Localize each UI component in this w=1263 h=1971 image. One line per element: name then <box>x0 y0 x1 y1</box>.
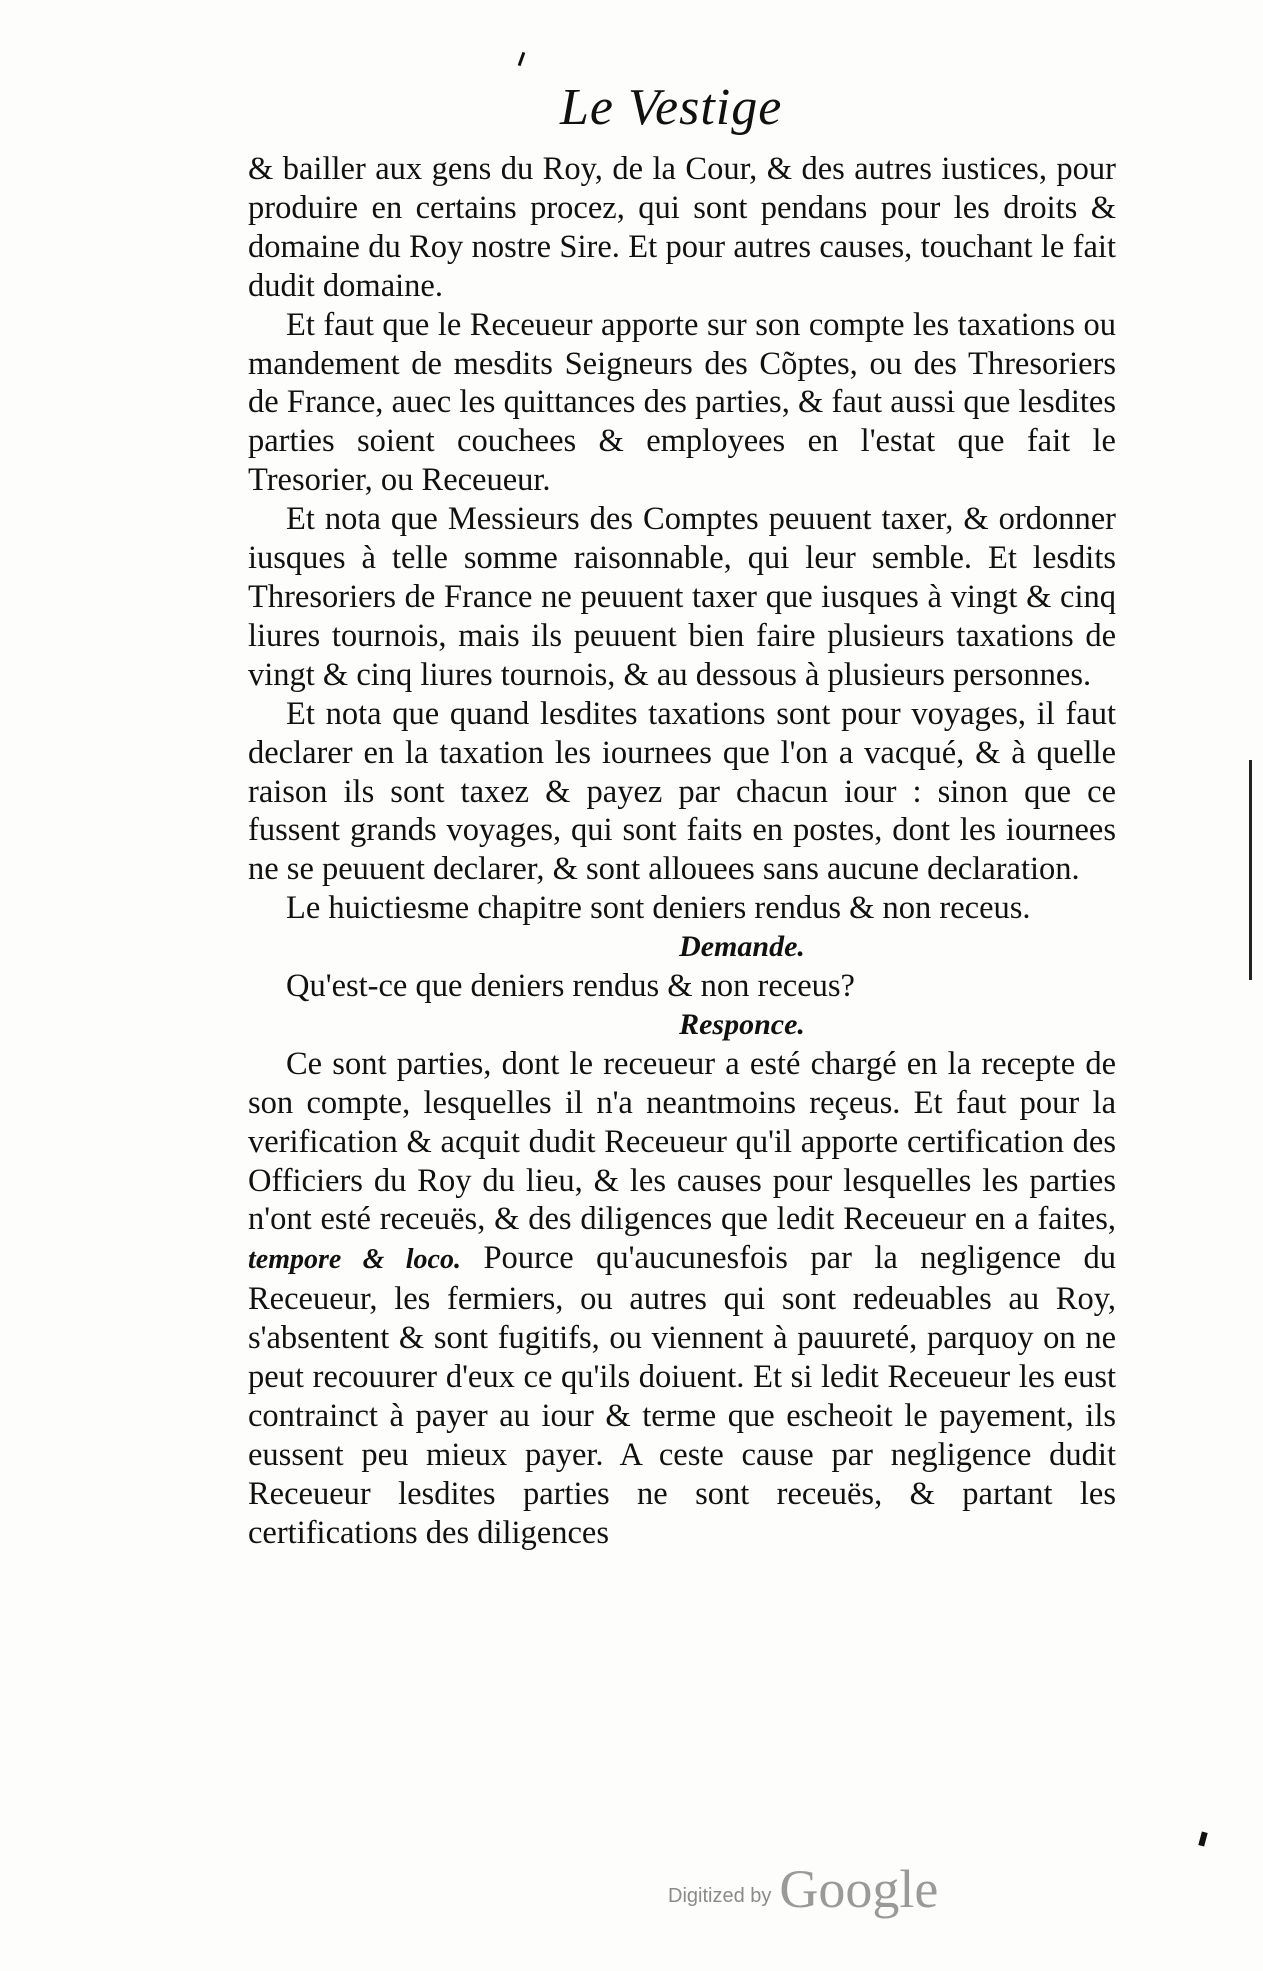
answer-text <box>248 1045 1116 1553</box>
margin-ink-dot <box>1198 1831 1207 1846</box>
paragraph-5: Le huictiesme chapitre sont deniers rendus & non receus. <box>286 890 1031 927</box>
margin-edge-line <box>1249 760 1252 980</box>
responce-label: Responce. <box>679 1007 805 1041</box>
google-logo: Google <box>779 1859 939 1919</box>
question-text: Qu'est-ce que deniers rendus & non receus? <box>286 968 855 1005</box>
answer-latin: tempore & loco. <box>248 1244 461 1276</box>
ink-mark <box>518 52 526 66</box>
page-body <box>248 150 1116 1553</box>
paragraph-4: Et nota que quand lesdites taxations sont pour voyages, il faut declarer en la taxation les iournees que l'on a vacqué, & à quelle raison ils sont taxez & payez par chacun iour : sinon que ce fussent grands voyages, qui sont faits en postes, dont les iournees ne se peuuent declarer, & sont allouees sans aucune declaration. <box>248 695 1116 888</box>
demande-label: Demande. <box>679 930 805 964</box>
digitized-label: Digitized by <box>668 1885 772 1907</box>
paragraph-1: & bailler aux gens du Roy, de la Cour, & des autres iustices, pour produire en certains procez, qui sont pendans pour les droits & domaine du Roy nostre Sire. Et pour autres causes, touchant le fait dudit domaine. <box>248 151 1116 304</box>
running-header: Le Vestige <box>560 79 783 136</box>
digitized-watermark <box>668 1858 938 1920</box>
answer-main: Ce sont parties, dont le receueur a esté chargé en la recepte de son compte, lesquelles il n'a neantmoins reçeus. Et faut pour la verification & acquit dudit Receueur qu'il apporte certification des Officiers du Roy du lieu, & les causes pour lesquelles les parties n'ont esté receuës, & des diligences que ledit Receueur en a faites, <box>248 1045 1116 1238</box>
answer-rest: Pource qu'aucunesfois par la negligence du Receueur, les fermiers, ou autres qui sont redeuables au Roy, s'absentent & sont fugitifs, ou viennent à pauureté, parquoy on ne peut recouurer d'eux ce qu'ils doiuent. Et si ledit Receueur les eust contrainct à payer au iour & terme que escheoit le payement, ils eussent peu mieux payer. A ceste cause par negligence dudit Receueur lesdites parties ne sont receuës, & partant les certifications des diligences <box>248 1240 1117 1551</box>
paragraph-2: Et faut que le Receueur apporte sur son compte les taxations ou mandement de mesdits Seigneurs des Cõptes, ou des Thresoriers de France, auec les quittances des parties, & faut aussi que lesdites parties soient couchees & employees en l'estat que fait le Tresorier, ou Receueur. <box>248 306 1116 499</box>
paragraph-3: Et nota que Messieurs des Comptes peuuent taxer, & ordonner iusques à telle somme raisonnable, qui leur semble. Et lesdits Thresoriers de France ne peuuent taxer que iusques à vingt & cinq liures tournois, mais ils peuuent bien faire plusieurs taxations de vingt & cinq liures tournois, & au dessous à plusieurs personnes. <box>248 501 1116 693</box>
